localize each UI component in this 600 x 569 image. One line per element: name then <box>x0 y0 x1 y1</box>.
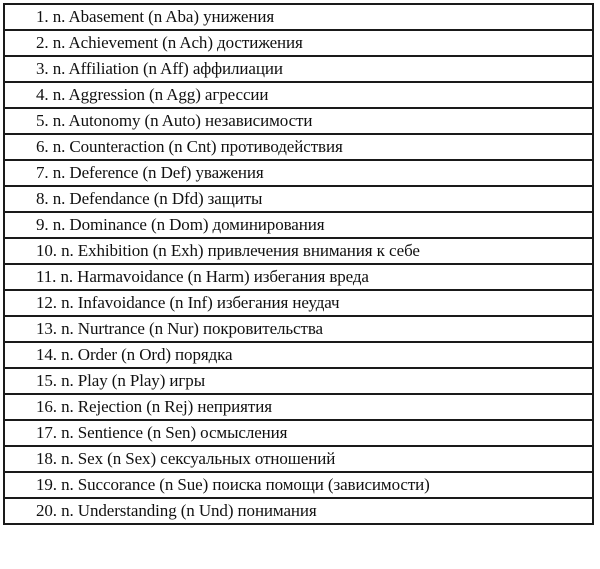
table-row <box>4 498 593 524</box>
table-row <box>4 56 593 82</box>
table-cell: 18. n. Sex (n Sex) сексуальных отношений <box>4 446 593 472</box>
table-cell: 7. n. Deference (n Def) уважения <box>4 160 593 186</box>
table-row <box>4 290 593 316</box>
table-row <box>4 186 593 212</box>
table-cell: 5. n. Autonomy (n Auto) независимости <box>4 108 593 134</box>
table-row <box>4 394 593 420</box>
table-cell: 8. n. Defendance (n Dfd) защиты <box>4 186 593 212</box>
table-row <box>4 316 593 342</box>
table-row <box>4 342 593 368</box>
table-cell: 14. n. Order (n Ord) порядка <box>4 342 593 368</box>
table-cell: 11. n. Harmavoidance (n Harm) избегания вреда <box>4 264 593 290</box>
table-row <box>4 30 593 56</box>
table-row <box>4 368 593 394</box>
table-row <box>4 134 593 160</box>
table-row <box>4 4 593 30</box>
table-cell: 3. n. Affiliation (n Aff) аффилиации <box>4 56 593 82</box>
table-row <box>4 160 593 186</box>
needs-table <box>3 3 594 525</box>
table-cell: 9. n. Dominance (n Dom) доминирования <box>4 212 593 238</box>
table-cell: 10. n. Exhibition (n Exh) привлечения внимания к себе <box>4 238 593 264</box>
table-cell: 15. n. Play (n Play) игры <box>4 368 593 394</box>
needs-table-body <box>4 4 593 524</box>
table-cell: 19. n. Succorance (n Sue) поиска помощи (зависимости) <box>4 472 593 498</box>
table-row <box>4 108 593 134</box>
table-cell: 12. n. Infavoidance (n Inf) избегания неудач <box>4 290 593 316</box>
table-cell: 17. n. Sentience (n Sen) осмысления <box>4 420 593 446</box>
table-cell: 2. n. Achievement (n Ach) достижения <box>4 30 593 56</box>
table-row <box>4 212 593 238</box>
table-row <box>4 238 593 264</box>
table-cell: 6. n. Counteraction (n Cnt) противодействия <box>4 134 593 160</box>
table-cell: 13. n. Nurtrance (n Nur) покровительства <box>4 316 593 342</box>
table-row <box>4 264 593 290</box>
table-cell: 1. n. Abasement (n Aba) унижения <box>36 7 275 26</box>
table-row <box>4 82 593 108</box>
table-cell: 20. n. Understanding (n Und) понимания <box>4 498 593 524</box>
table-cell: 16. n. Rejection (n Rej) неприятия <box>4 394 593 420</box>
table-row <box>4 472 593 498</box>
table-cell: 4. n. Aggression (n Agg) агрессии <box>4 82 593 108</box>
table-row <box>4 446 593 472</box>
table-row <box>4 420 593 446</box>
